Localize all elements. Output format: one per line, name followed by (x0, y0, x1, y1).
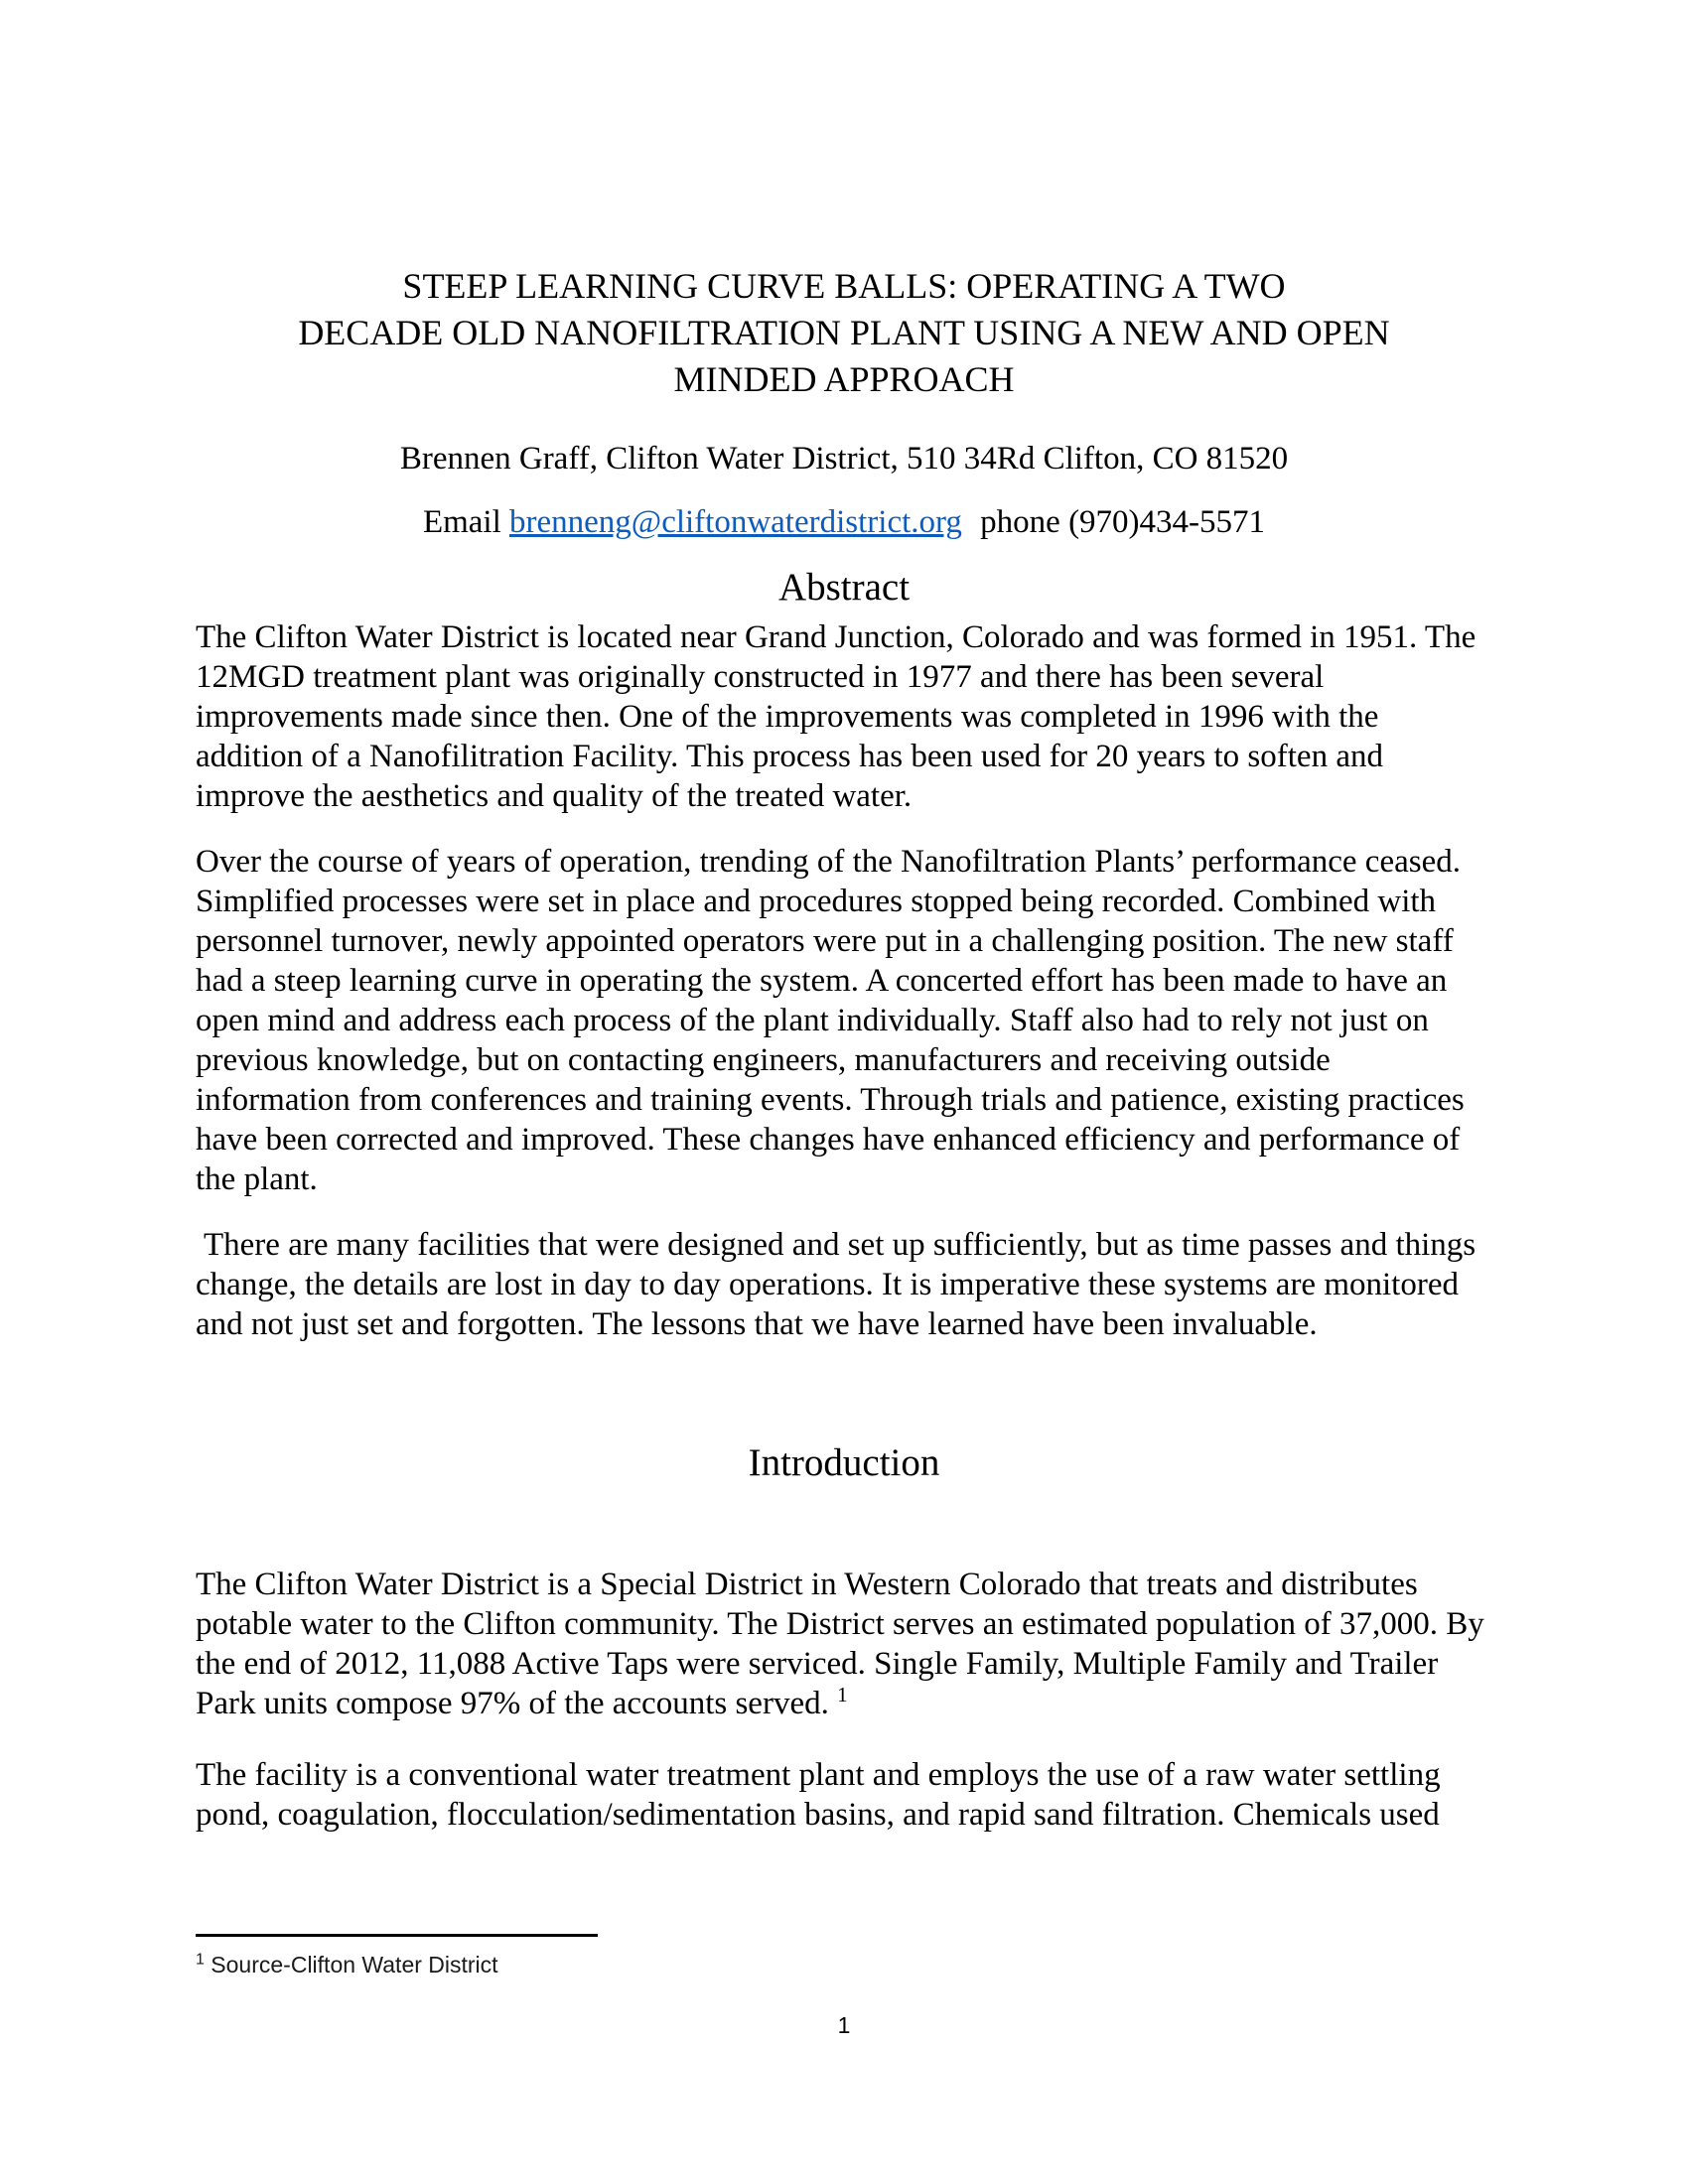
paper-title-line-3: MINDED APPROACH (673, 359, 1015, 399)
page-content (196, 263, 1492, 1835)
abstract-paragraph-1: The Clifton Water District is located near Grand Junction, Colorado and was formed in 1951. The 12MGD treatment plant was originally constructed in 1977 and there has been several improvements made since then. One of the improvements was completed in 1996 with the addition of a Nanofilitration Facility. This process has been used for 20 years to soften and improve the aesthetics and quality of the treated water. (196, 619, 1477, 814)
abstract-paragraph-2: Over the course of years of operation, trending of the Nanofiltration Plants’ performance ceased. Simplified processes were set in place and procedures stopped being recorded. Combined with personnel turnover, newly appointed operators were put in a challenging position. The new staff had a steep learning curve in operating the system. A concerted effort has been made to have an open mind and address each process of the plant individually. Staff also had to rely not just on previous knowledge, but on contacting engineers, manufacturers and receiving outside information from conferences and training events. Through trials and patience, existing practices have been corrected and improved. These changes have enhanced efficiency and performance of the plant. (196, 844, 1465, 1197)
email-label: Email (422, 504, 501, 540)
introduction-heading: Introduction (748, 1441, 940, 1484)
abstract-paragraph-3: There are many facilities that were designed and set up sufficiently, but as time passes and things change, the details are lost in day to day operations. It is imperative these systems are monitored and not just set and forgotten. The lessons that we have learned have been invaluable. (196, 1227, 1477, 1342)
page-number: 1 (837, 2012, 851, 2038)
phone-text: phone (970)434-5571 (980, 504, 1266, 540)
introduction-paragraph-1 (196, 1565, 1492, 1723)
email-link[interactable]: brenneng@cliftonwaterdistrict.org (509, 504, 962, 540)
footnote-marker: 1 (196, 1951, 205, 1969)
footnote-area (196, 1934, 1492, 1979)
author-line: Brennen Graff, Clifton Water District, 510 34Rd Clifton, CO 81520 (399, 441, 1289, 477)
footnote (196, 1951, 1492, 1979)
abstract-heading: Abstract (777, 566, 911, 609)
contact-line (196, 502, 1492, 542)
introduction-paragraph-2: The facility is a conventional water treatment plant and employs the use of a raw water settling pond, coagulation, flocculation/sedimentation basins, and rapid sand filtration. Chemicals used (196, 1757, 1441, 1833)
paper-title-line-2: DECADE OLD NANOFILTRATION PLANT USING A NEW AND OPEN (298, 313, 1390, 352)
footnote-reference-superscript: 1 (837, 1683, 848, 1706)
footnote-separator-rule (196, 1934, 598, 1937)
introduction-paragraph-1-text: The Clifton Water District is a Special District in Western Colorado that treats and distributes potable water to the Clifton community. The District serves an estimated population of 37,000. By the end of 2012, 11,088 Active Taps were serviced. Single Family, Multiple Family and Trailer Park units compose 97% of the accounts served. (196, 1567, 1484, 1721)
paper-title-line-1: STEEP LEARNING CURVE BALLS: OPERATING A TWO (402, 266, 1286, 306)
footnote-text: Source-Clifton Water District (211, 1952, 498, 1978)
paper-title (196, 263, 1492, 403)
